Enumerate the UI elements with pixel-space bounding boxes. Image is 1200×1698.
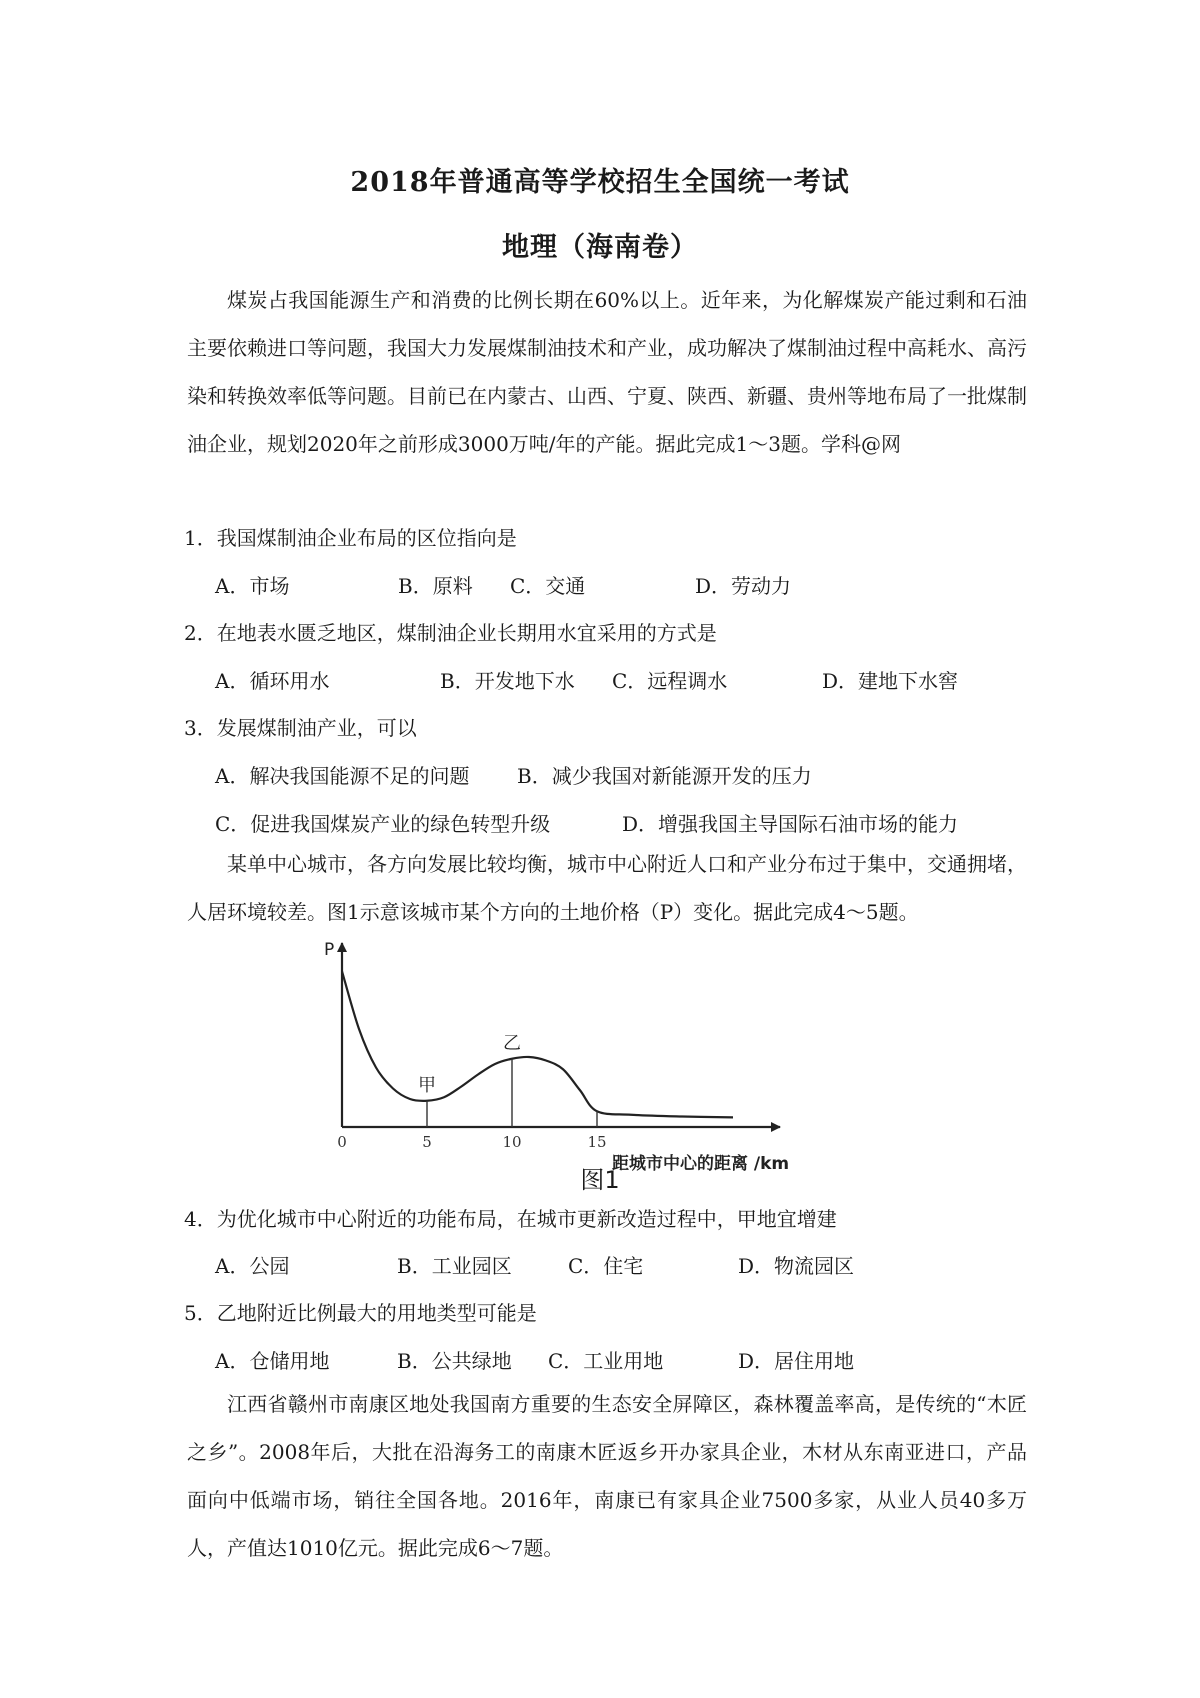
question-1-option-a: A．市场 — [215, 574, 290, 598]
question-5-option-a: A．仓储用地 — [215, 1349, 330, 1373]
question-2-option-b: B．开发地下水 — [440, 669, 575, 693]
question-5-stem: 5．乙地附近比例最大的用地类型可能是 — [184, 1301, 537, 1325]
land-price-chart-svg — [320, 935, 880, 1175]
figure-caption: 图1 — [580, 1166, 620, 1194]
question-5-option-d: D．居住用地 — [738, 1349, 855, 1373]
x-tick-label-10: 10 — [502, 1133, 522, 1151]
question-1-option-b: B．原料 — [398, 574, 473, 598]
question-4-option-b: B．工业园区 — [397, 1254, 512, 1278]
exam-title: 2018年普通高等学校招生全国统一考试 — [350, 167, 850, 198]
question-5-option-c: C．工业用地 — [548, 1349, 664, 1373]
question-3-option-a: A．解决我国能源不足的问题 — [215, 764, 470, 788]
question-1-option-c: C．交通 — [510, 574, 586, 598]
annotation-yi: 乙 — [503, 1032, 521, 1054]
question-4-stem: 4．为优化城市中心附近的功能布局，在城市更新改造过程中，甲地宜增建 — [184, 1207, 837, 1231]
question-3-stem: 3．发展煤制油产业，可以 — [184, 716, 417, 740]
land-price-curve — [342, 971, 733, 1117]
land-price-chart — [320, 935, 880, 1175]
x-tick-label-15: 15 — [587, 1133, 607, 1151]
question-2-stem: 2．在地表水匮乏地区，煤制油企业长期用水宜采用的方式是 — [184, 621, 717, 645]
exam-subtitle: 地理（海南卷） — [502, 232, 698, 263]
question-4-option-c: C．住宅 — [568, 1254, 644, 1278]
question-1-stem: 1．我国煤制油企业布局的区位指向是 — [184, 526, 517, 550]
question-3-option-b: B．减少我国对新能源开发的压力 — [517, 764, 812, 788]
passage-city-land-price: 某单中心城市，各方向发展比较均衡，城市中心附近人口和产业分布过于集中，交通拥堵，人居环境较差。图1示意该城市某个方向的土地价格（P）变化。据此完成4～5题。 — [187, 852, 1027, 924]
question-3-option-d: D．增强我国主导国际石油市场的能力 — [622, 812, 959, 836]
question-4-option-d: D．物流园区 — [738, 1254, 855, 1278]
x-tick-label-0: 0 — [337, 1133, 347, 1151]
question-3-option-c: C．促进我国煤炭产业的绿色转型升级 — [215, 812, 551, 836]
x-axis-label: 距城市中心的距离 /km — [612, 1154, 790, 1174]
question-5-option-b: B．公共绿地 — [397, 1349, 512, 1373]
question-1-option-d: D．劳动力 — [695, 574, 792, 598]
question-2-option-d: D．建地下水窖 — [822, 669, 959, 693]
x-tick-label-5: 5 — [422, 1133, 432, 1151]
passage-nankang-furniture: 江西省赣州市南康区地处我国南方重要的生态安全屏障区，森林覆盖率高，是传统的“木匠之乡”。2008年后，大批在沿海务工的南康木匠返乡开办家具企业，木材从东南亚进口，产品面向中低端市场，销往全国各地。2016年，南康已有家具企业7500多家，从业人员40多万人，产值达1010亿元。据此完成6～7题。 — [187, 1392, 1027, 1560]
annotation-jia: 甲 — [418, 1074, 436, 1096]
question-2-option-c: C．远程调水 — [612, 669, 728, 693]
question-2-option-a: A．循环用水 — [215, 669, 330, 693]
question-4-option-a: A．公园 — [215, 1254, 290, 1278]
passage-coal-to-oil: 煤炭占我国能源生产和消费的比例长期在60%以上。近年来，为化解煤炭产能过剩和石油主要依赖进口等问题，我国大力发展煤制油技术和产业，成功解决了煤制油过程中高耗水、高污染和转换效率低等问题。目前已在内蒙古、山西、宁夏、陕西、新疆、贵州等地布局了一批煤制油企业，规划2020年之前形成3000万吨/年的产能。据此完成1～3题。学科@网 — [187, 288, 1027, 456]
y-axis-label: P — [324, 940, 335, 960]
